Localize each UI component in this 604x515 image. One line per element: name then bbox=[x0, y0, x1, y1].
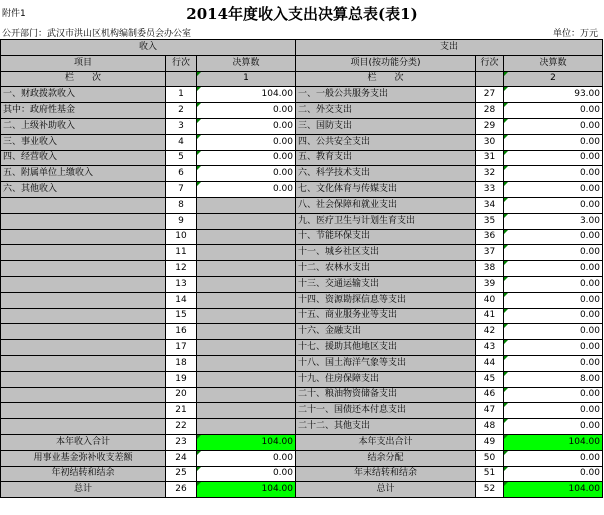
expense-item-cell: 二十、粮油物资储备支出 bbox=[296, 387, 476, 403]
department-label: 公开部门：武汉市洪山区机构编制委员会办公室 bbox=[2, 29, 192, 39]
income-item-cell bbox=[1, 213, 166, 229]
income-item-cell bbox=[1, 197, 166, 213]
table-row bbox=[1, 387, 603, 403]
income-column-blank bbox=[166, 71, 197, 87]
expense-amount-cell: 0.00 bbox=[504, 355, 603, 371]
table-row bbox=[1, 261, 603, 277]
expense-rowno-cell: 28 bbox=[476, 103, 504, 119]
expense-rowno-cell: 31 bbox=[476, 150, 504, 166]
income-amount-cell: 0.00 bbox=[197, 166, 296, 182]
income-amount-cell: 104.00 bbox=[197, 87, 296, 103]
expense-amount-cell: 0.00 bbox=[504, 387, 603, 403]
expense-amount-cell: 0.00 bbox=[504, 261, 603, 277]
income-amount-cell: 0.00 bbox=[197, 182, 296, 198]
expense-column-number: 2 bbox=[504, 71, 603, 87]
expense-amount-cell: 0.00 bbox=[504, 103, 603, 119]
total-row bbox=[1, 466, 603, 482]
expense-rowno-cell: 32 bbox=[476, 166, 504, 182]
expense-column-label: 栏 次 bbox=[296, 71, 476, 87]
expense-amount-header: 决算数 bbox=[504, 55, 603, 71]
table-row bbox=[1, 419, 603, 435]
income-item-cell bbox=[1, 371, 166, 387]
expense-amount-cell: 0.00 bbox=[504, 245, 603, 261]
income-amount-cell bbox=[197, 355, 296, 371]
income-total-amount: 104.00 bbox=[197, 482, 296, 498]
income-amount-cell bbox=[197, 324, 296, 340]
income-amount-cell bbox=[197, 387, 296, 403]
income-rowno-cell: 12 bbox=[166, 261, 197, 277]
expense-item-cell: 四、公共安全支出 bbox=[296, 134, 476, 150]
expense-rowno-cell: 34 bbox=[476, 197, 504, 213]
table-row bbox=[1, 213, 603, 229]
income-total-label: 本年收入合计 bbox=[1, 434, 166, 450]
expense-amount-cell: 0.00 bbox=[504, 403, 603, 419]
expense-amount-cell: 3.00 bbox=[504, 213, 603, 229]
expense-amount-cell: 0.00 bbox=[504, 292, 603, 308]
table-row bbox=[1, 276, 603, 292]
income-item-cell bbox=[1, 245, 166, 261]
expense-rowno-cell: 35 bbox=[476, 213, 504, 229]
table-row bbox=[1, 103, 603, 119]
table-row bbox=[1, 197, 603, 213]
total-row bbox=[1, 482, 603, 498]
expense-rowno-cell: 30 bbox=[476, 134, 504, 150]
expense-total-amount: 104.00 bbox=[504, 482, 603, 498]
income-total-rowno: 24 bbox=[166, 450, 197, 466]
income-rowno-cell: 20 bbox=[166, 387, 197, 403]
income-amount-cell bbox=[197, 229, 296, 245]
expense-rowno-cell: 39 bbox=[476, 276, 504, 292]
expense-total-label: 总计 bbox=[296, 482, 476, 498]
expense-rowno-cell: 29 bbox=[476, 118, 504, 134]
income-amount-cell bbox=[197, 403, 296, 419]
expense-amount-cell: 0.00 bbox=[504, 166, 603, 182]
table-row bbox=[1, 87, 603, 103]
expense-item-cell: 二十二、其他支出 bbox=[296, 419, 476, 435]
income-rowno-cell: 22 bbox=[166, 419, 197, 435]
expense-amount-cell: 0.00 bbox=[504, 229, 603, 245]
expense-amount-cell: 8.00 bbox=[504, 371, 603, 387]
income-total-amount: 0.00 bbox=[197, 450, 296, 466]
income-item-cell bbox=[1, 419, 166, 435]
income-rowno-cell: 14 bbox=[166, 292, 197, 308]
income-section-header: 收入 bbox=[1, 40, 296, 56]
income-amount-cell bbox=[197, 340, 296, 356]
expense-amount-cell: 93.00 bbox=[504, 87, 603, 103]
income-item-cell bbox=[1, 340, 166, 356]
expense-column-blank bbox=[476, 71, 504, 87]
header-row-sections bbox=[1, 40, 603, 56]
income-total-amount: 104.00 bbox=[197, 434, 296, 450]
expense-item-cell: 二、外交支出 bbox=[296, 103, 476, 119]
table-row bbox=[1, 308, 603, 324]
income-rowno-cell: 4 bbox=[166, 134, 197, 150]
expense-rowno-cell: 42 bbox=[476, 324, 504, 340]
expense-total-label: 年末结转和结余 bbox=[296, 466, 476, 482]
expense-amount-cell: 0.00 bbox=[504, 134, 603, 150]
income-rowno-cell: 2 bbox=[166, 103, 197, 119]
expense-rowno-cell: 37 bbox=[476, 245, 504, 261]
expense-amount-cell: 0.00 bbox=[504, 182, 603, 198]
expense-item-cell: 八、社会保障和就业支出 bbox=[296, 197, 476, 213]
income-rowno-cell: 17 bbox=[166, 340, 197, 356]
income-item-cell bbox=[1, 308, 166, 324]
income-item-cell bbox=[1, 261, 166, 277]
income-item-cell: 三、事业收入 bbox=[1, 134, 166, 150]
income-item-cell bbox=[1, 324, 166, 340]
table-row bbox=[1, 371, 603, 387]
expense-total-rowno: 49 bbox=[476, 434, 504, 450]
expense-item-cell: 十九、住房保障支出 bbox=[296, 371, 476, 387]
income-item-cell: 一、财政拨款收入 bbox=[1, 87, 166, 103]
expense-item-cell: 十、节能环保支出 bbox=[296, 229, 476, 245]
expense-item-cell: 一、一般公共服务支出 bbox=[296, 87, 476, 103]
income-rowno-cell: 9 bbox=[166, 213, 197, 229]
table-row bbox=[1, 292, 603, 308]
expense-item-header: 项目(按功能分类) bbox=[296, 55, 476, 71]
income-amount-cell: 0.00 bbox=[197, 103, 296, 119]
budget-table bbox=[0, 39, 603, 498]
expense-item-cell: 十五、商业服务业等支出 bbox=[296, 308, 476, 324]
expense-item-cell: 十八、国土海洋气象等支出 bbox=[296, 355, 476, 371]
income-amount-cell bbox=[197, 308, 296, 324]
expense-amount-cell: 0.00 bbox=[504, 118, 603, 134]
expense-rowno-cell: 36 bbox=[476, 229, 504, 245]
income-amount-cell bbox=[197, 276, 296, 292]
expense-rowno-cell: 40 bbox=[476, 292, 504, 308]
income-total-amount: 0.00 bbox=[197, 466, 296, 482]
income-item-cell: 二、上级补助收入 bbox=[1, 118, 166, 134]
expense-rowno-cell: 27 bbox=[476, 87, 504, 103]
expense-rowno-cell: 44 bbox=[476, 355, 504, 371]
income-rowno-cell: 7 bbox=[166, 182, 197, 198]
income-rowno-cell: 8 bbox=[166, 197, 197, 213]
income-item-cell bbox=[1, 403, 166, 419]
expense-item-cell: 十七、援助其他地区支出 bbox=[296, 340, 476, 356]
table-row bbox=[1, 118, 603, 134]
expense-total-amount: 104.00 bbox=[504, 434, 603, 450]
income-amount-cell: 0.00 bbox=[197, 134, 296, 150]
expense-item-cell: 五、教育支出 bbox=[296, 150, 476, 166]
expense-item-cell: 三、国防支出 bbox=[296, 118, 476, 134]
table-row bbox=[1, 324, 603, 340]
expense-item-cell: 九、医疗卫生与计划生育支出 bbox=[296, 213, 476, 229]
income-amount-header: 决算数 bbox=[197, 55, 296, 71]
expense-rowno-cell: 47 bbox=[476, 403, 504, 419]
expense-item-cell: 十六、金融支出 bbox=[296, 324, 476, 340]
expense-item-cell: 十二、农林水支出 bbox=[296, 261, 476, 277]
income-item-cell bbox=[1, 387, 166, 403]
header-row-columns bbox=[1, 55, 603, 71]
income-amount-cell bbox=[197, 245, 296, 261]
income-total-label: 总计 bbox=[1, 482, 166, 498]
income-column-number: 1 bbox=[197, 71, 296, 87]
table-row bbox=[1, 355, 603, 371]
total-row bbox=[1, 434, 603, 450]
income-total-rowno: 25 bbox=[166, 466, 197, 482]
expense-rowno-cell: 41 bbox=[476, 308, 504, 324]
table-row bbox=[1, 340, 603, 356]
expense-item-cell: 二十一、国债还本付息支出 bbox=[296, 403, 476, 419]
page-title: 2014年度收入支出决算总表(表1) bbox=[186, 5, 418, 23]
income-amount-cell bbox=[197, 292, 296, 308]
income-item-cell: 五、附属单位上缴收入 bbox=[1, 166, 166, 182]
expense-total-label: 结余分配 bbox=[296, 450, 476, 466]
income-rowno-cell: 21 bbox=[166, 403, 197, 419]
income-rowno-cell: 10 bbox=[166, 229, 197, 245]
income-amount-cell bbox=[197, 213, 296, 229]
expense-rowno-cell: 38 bbox=[476, 261, 504, 277]
income-item-cell bbox=[1, 292, 166, 308]
expense-amount-cell: 0.00 bbox=[504, 197, 603, 213]
income-item-cell: 四、经营收入 bbox=[1, 150, 166, 166]
income-rowno-cell: 6 bbox=[166, 166, 197, 182]
expense-amount-cell: 0.00 bbox=[504, 150, 603, 166]
income-amount-cell: 0.00 bbox=[197, 118, 296, 134]
income-amount-cell bbox=[197, 261, 296, 277]
expense-item-cell: 十四、资源勘探信息等支出 bbox=[296, 292, 476, 308]
income-amount-cell bbox=[197, 371, 296, 387]
income-item-cell bbox=[1, 229, 166, 245]
expense-amount-cell: 0.00 bbox=[504, 340, 603, 356]
expense-total-rowno: 52 bbox=[476, 482, 504, 498]
expense-item-cell: 七、文化体育与传媒支出 bbox=[296, 182, 476, 198]
expense-rowno-cell: 33 bbox=[476, 182, 504, 198]
income-rowno-cell: 11 bbox=[166, 245, 197, 261]
income-amount-cell bbox=[197, 419, 296, 435]
expense-rowno-cell: 46 bbox=[476, 387, 504, 403]
income-rowno-cell: 18 bbox=[166, 355, 197, 371]
income-item-cell: 其中：政府性基金 bbox=[1, 103, 166, 119]
table-row bbox=[1, 134, 603, 150]
expense-item-cell: 十一、城乡社区支出 bbox=[296, 245, 476, 261]
income-item-header: 项目 bbox=[1, 55, 166, 71]
expense-total-label: 本年支出合计 bbox=[296, 434, 476, 450]
income-amount-cell: 0.00 bbox=[197, 150, 296, 166]
table-row bbox=[1, 150, 603, 166]
income-rowno-cell: 5 bbox=[166, 150, 197, 166]
income-rowno-header: 行次 bbox=[166, 55, 197, 71]
expense-amount-cell: 0.00 bbox=[504, 276, 603, 292]
expense-rowno-cell: 43 bbox=[476, 340, 504, 356]
income-rowno-cell: 3 bbox=[166, 118, 197, 134]
expense-rowno-cell: 45 bbox=[476, 371, 504, 387]
table-row bbox=[1, 229, 603, 245]
income-rowno-cell: 13 bbox=[166, 276, 197, 292]
table-row bbox=[1, 166, 603, 182]
income-amount-cell bbox=[197, 197, 296, 213]
expense-total-rowno: 51 bbox=[476, 466, 504, 482]
expense-item-cell: 十三、交通运输支出 bbox=[296, 276, 476, 292]
income-item-cell: 六、其他收入 bbox=[1, 182, 166, 198]
expense-item-cell: 六、科学技术支出 bbox=[296, 166, 476, 182]
expense-rowno-cell: 48 bbox=[476, 419, 504, 435]
expense-amount-cell: 0.00 bbox=[504, 308, 603, 324]
income-total-rowno: 23 bbox=[166, 434, 197, 450]
attachment-label: 附件1 bbox=[2, 9, 26, 19]
expense-amount-cell: 0.00 bbox=[504, 419, 603, 435]
income-rowno-cell: 19 bbox=[166, 371, 197, 387]
income-item-cell bbox=[1, 276, 166, 292]
income-column-label: 栏 次 bbox=[1, 71, 166, 87]
expense-total-amount: 0.00 bbox=[504, 450, 603, 466]
total-row bbox=[1, 450, 603, 466]
income-total-label: 年初结转和结余 bbox=[1, 466, 166, 482]
income-item-cell bbox=[1, 355, 166, 371]
income-total-rowno: 26 bbox=[166, 482, 197, 498]
expense-total-amount: 0.00 bbox=[504, 466, 603, 482]
expense-amount-cell: 0.00 bbox=[504, 324, 603, 340]
table-row bbox=[1, 182, 603, 198]
income-rowno-cell: 16 bbox=[166, 324, 197, 340]
unit-label: 单位：万元 bbox=[552, 29, 598, 39]
header-row-column-index bbox=[1, 71, 603, 87]
expense-total-rowno: 50 bbox=[476, 450, 504, 466]
table-row bbox=[1, 403, 603, 419]
income-total-label: 用事业基金弥补收支差额 bbox=[1, 450, 166, 466]
income-rowno-cell: 15 bbox=[166, 308, 197, 324]
expense-rowno-header: 行次 bbox=[476, 55, 504, 71]
income-rowno-cell: 1 bbox=[166, 87, 197, 103]
expense-section-header: 支出 bbox=[296, 40, 603, 56]
table-row bbox=[1, 245, 603, 261]
